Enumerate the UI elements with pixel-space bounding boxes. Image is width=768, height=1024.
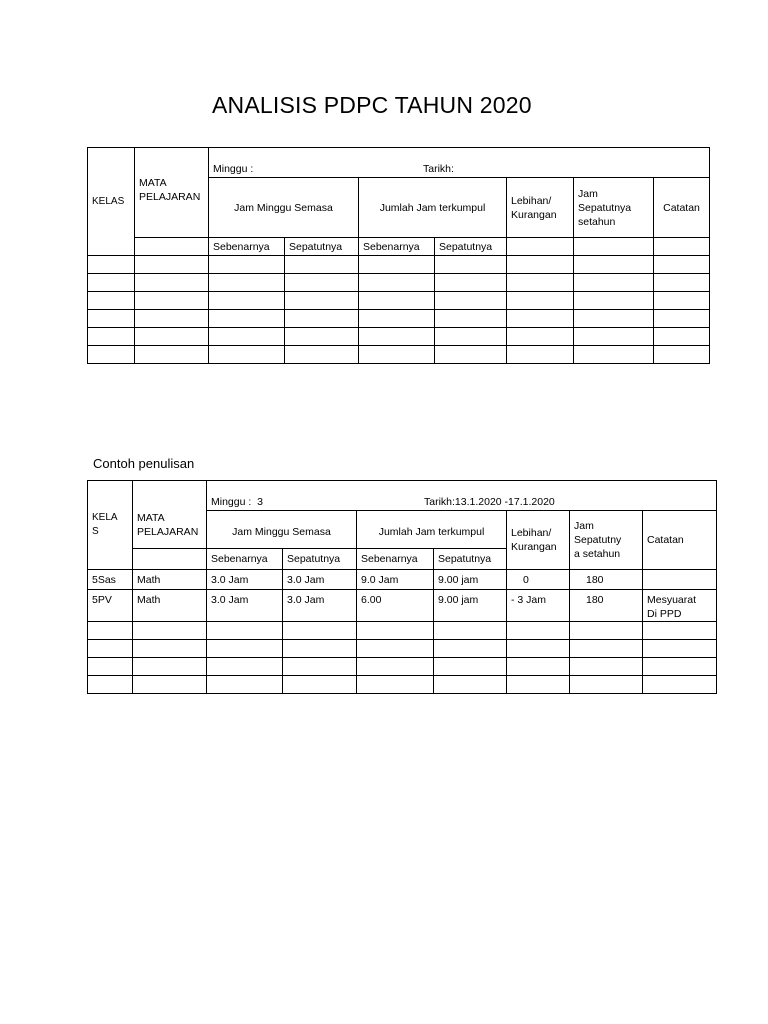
header-sepatutnya: Sepatutnya — [285, 238, 359, 256]
table-row — [88, 328, 710, 346]
tarikh-label: Tarikh:13.1.2020 -17.1.2020 — [424, 496, 555, 508]
empty-cell — [507, 238, 574, 256]
header-jam-sepatutnya-setahun: Jam Sepatutnya setahun — [574, 178, 654, 238]
table-row — [88, 622, 717, 640]
header-lebihan-kurangan: Lebihan/ Kurangan — [507, 178, 574, 238]
header-mata-blank — [133, 549, 207, 570]
header-sepatutnya: Sepatutnya — [435, 238, 507, 256]
minggu-label: Minggu : 3 — [211, 496, 263, 508]
header-kelas: KELAS — [88, 148, 135, 256]
sample-heading: Contoh penulisan — [93, 456, 195, 471]
header-mata-blank — [135, 238, 209, 256]
table-row — [88, 256, 710, 274]
header-mata-pelajaran: MATA PELAJARAN — [133, 481, 207, 549]
table-row — [88, 590, 717, 622]
header-sebenarnya: Sebenarnya — [359, 238, 435, 256]
table-row — [88, 310, 710, 328]
table-row — [88, 274, 710, 292]
header-catatan: Catatan — [643, 511, 717, 570]
cell-mata: Math — [133, 590, 207, 622]
cell-lebihan: 0 — [507, 570, 570, 590]
table-row — [88, 292, 710, 310]
header-lebihan-kurangan: Lebihan/ Kurangan — [507, 511, 570, 570]
table-row — [88, 640, 717, 658]
header-catatan: Catatan — [654, 178, 710, 238]
cell-mata: Math — [133, 570, 207, 590]
cell-lebihan: - 3 Jam — [507, 590, 570, 622]
cell-jam-setahun: 180 — [570, 590, 643, 622]
header-sepatutnya: Sepatutnya — [283, 549, 357, 570]
header-jumlah-jam-terkumpul: Jumlah Jam terkumpul — [359, 178, 507, 238]
minggu-tarikh-cell — [209, 148, 710, 178]
cell-jjt-sebenar: 9.0 Jam — [357, 570, 434, 590]
header-sebenarnya: Sebenarnya — [357, 549, 434, 570]
cell-catatan — [643, 570, 717, 590]
header-sepatutnya: Sepatutnya — [434, 549, 507, 570]
table-row — [88, 570, 717, 590]
blank-analysis-table — [87, 147, 710, 364]
cell-jam-setahun: 180 — [570, 570, 643, 590]
table-row — [88, 676, 717, 694]
empty-cell — [654, 238, 710, 256]
cell-jjt-sebenar: 6.00 — [357, 590, 434, 622]
cell-jms-sepatut: 3.0 Jam — [283, 590, 357, 622]
header-sebenarnya: Sebenarnya — [209, 238, 285, 256]
cell-jjt-sepatut: 9.00 jam — [434, 570, 507, 590]
header-jam-minggu-semasa: Jam Minggu Semasa — [207, 511, 357, 549]
header-kelas: KELA S — [88, 481, 133, 570]
empty-cell — [574, 238, 654, 256]
minggu-label: Minggu : — [213, 163, 254, 175]
cell-jjt-sepatut: 9.00 jam — [434, 590, 507, 622]
sample-analysis-table — [87, 480, 717, 694]
cell-catatan: Mesyuarat Di PPD — [643, 590, 717, 622]
cell-kelas: 5PV — [88, 590, 133, 622]
header-jumlah-jam-terkumpul: Jumlah Jam terkumpul — [357, 511, 507, 549]
header-mata-pelajaran: MATA PELAJARAN — [135, 148, 209, 238]
page-title: ANALISIS PDPC TAHUN 2020 — [212, 92, 532, 118]
cell-jms-sebenar: 3.0 Jam — [207, 570, 283, 590]
header-sebenarnya: Sebenarnya — [207, 549, 283, 570]
tarikh-label: Tarikh: — [423, 163, 454, 175]
header-jam-sepatutnya-setahun: Jam Sepatutny a setahun — [570, 511, 643, 570]
table-row — [88, 346, 710, 364]
header-jam-minggu-semasa: Jam Minggu Semasa — [209, 178, 359, 238]
cell-jms-sebenar: 3.0 Jam — [207, 590, 283, 622]
minggu-tarikh-cell — [207, 481, 717, 511]
cell-jms-sepatut: 3.0 Jam — [283, 570, 357, 590]
cell-kelas: 5Sas — [88, 570, 133, 590]
table-row — [88, 658, 717, 676]
